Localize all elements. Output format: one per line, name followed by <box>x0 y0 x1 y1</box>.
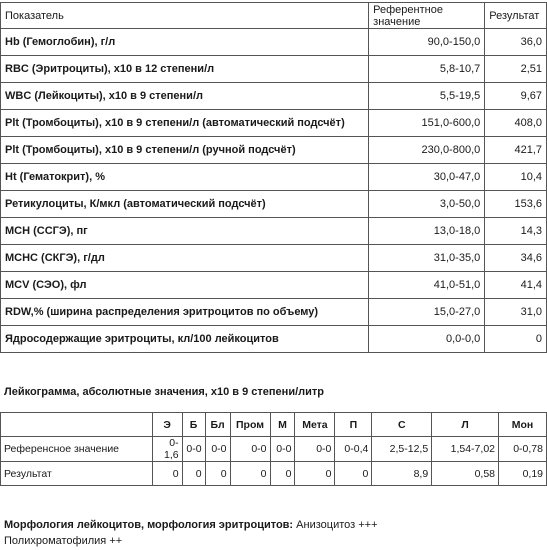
leukogram-value-cell: 0 <box>182 462 205 486</box>
leukogram-row-label: Результат <box>1 462 153 486</box>
leukogram-value-cell: 0,58 <box>432 462 499 486</box>
leukogram-value-cell: 0 <box>205 462 230 486</box>
main-ref-cell: 230,0-800,0 <box>369 137 485 164</box>
leukogram-table <box>0 412 547 486</box>
main-ref-cell: 41,0-51,0 <box>369 272 485 299</box>
header-reference: Референтное значение <box>369 3 485 29</box>
leukogram-value-cell: 0,19 <box>499 462 547 486</box>
main-res-cell: 41,4 <box>485 272 547 299</box>
main-res-cell: 408,0 <box>485 110 547 137</box>
leukogram-value-cell: 0 <box>152 462 182 486</box>
leukogram-header-cell: Пром <box>230 413 270 437</box>
leukogram-value-cell: 0-0,4 <box>335 437 372 462</box>
leukogram-value-cell: 0 <box>335 462 372 486</box>
morphology-label: Морфология лейкоцитов, морфология эритроцитов: <box>4 519 294 531</box>
leukogram-value-cell: 0-0 <box>270 437 295 462</box>
main-ref-cell: 90,0-150,0 <box>369 29 485 56</box>
leukogram-value-cell: 0 <box>270 462 295 486</box>
table-row <box>1 29 547 56</box>
leukogram-row-label: Референсное значение <box>1 437 153 462</box>
table-row <box>1 137 547 164</box>
main-param-cell: MCHC (СКГЭ), г/дл <box>1 245 369 272</box>
table-row <box>1 110 547 137</box>
main-res-cell: 153,6 <box>485 191 547 218</box>
main-param-cell: MCH (ССГЭ), пг <box>1 218 369 245</box>
table-row <box>1 299 547 326</box>
leukogram-header-cell: Б <box>182 413 205 437</box>
table-row <box>1 218 547 245</box>
main-res-cell: 421,7 <box>485 137 547 164</box>
leukogram-value-cell: 0-0 <box>295 437 335 462</box>
main-ref-cell: 151,0-600,0 <box>369 110 485 137</box>
main-ref-cell: 3,0-50,0 <box>369 191 485 218</box>
leukogram-header-cell: Мета <box>295 413 335 437</box>
main-param-cell: RDW,% (ширина распределения эритроцитов по объему) <box>1 299 369 326</box>
morphology-value-1: Анизоцитоз +++ <box>296 519 378 531</box>
main-param-cell: MCV (СЭО), фл <box>1 272 369 299</box>
main-param-cell: Hb (Гемоглобин), г/л <box>1 29 369 56</box>
table-header-row <box>1 3 547 29</box>
main-param-cell: Ретикулоциты, К/мкл (автоматический подсчёт) <box>1 191 369 218</box>
main-ref-cell: 31,0-35,0 <box>369 245 485 272</box>
table-row <box>1 56 547 83</box>
main-param-cell: RBC (Эритроциты), x10 в 12 степени/л <box>1 56 369 83</box>
leukogram-value-cell: 0 <box>230 462 270 486</box>
header-parameter: Показатель <box>1 3 369 29</box>
main-ref-cell: 0,0-0,0 <box>369 326 485 353</box>
table-row <box>1 245 547 272</box>
morphology-value-2: Полихроматофилия ++ <box>4 535 123 547</box>
leukogram-header-cell: Мон <box>499 413 547 437</box>
leukogram-value-cell: 0-1,6 <box>152 437 182 462</box>
leukogram-header-cell: М <box>270 413 295 437</box>
leukogram-row <box>1 462 547 486</box>
main-res-cell: 14,3 <box>485 218 547 245</box>
main-param-cell: Plt (Тромбоциты), x10 в 9 степени/л (автоматический подсчёт) <box>1 110 369 137</box>
leukogram-header-cell <box>1 413 153 437</box>
blood-test-table <box>0 2 547 353</box>
main-ref-cell: 5,5-19,5 <box>369 83 485 110</box>
table-row <box>1 83 547 110</box>
leukogram-header-cell: П <box>335 413 372 437</box>
leukogram-header-cell: С <box>372 413 432 437</box>
header-result: Результат <box>485 3 547 29</box>
main-res-cell: 36,0 <box>485 29 547 56</box>
morphology-section <box>4 517 378 549</box>
leukogram-row <box>1 437 547 462</box>
main-res-cell: 2,51 <box>485 56 547 83</box>
leukogram-value-cell: 0-0,78 <box>499 437 547 462</box>
leukogram-value-cell: 0-0 <box>205 437 230 462</box>
leukogram-header-cell: Л <box>432 413 499 437</box>
main-param-cell: Ядросодержащие эритроциты, кл/100 лейкоцитов <box>1 326 369 353</box>
table-row <box>1 272 547 299</box>
leukogram-value-cell: 8,9 <box>372 462 432 486</box>
main-res-cell: 9,67 <box>485 83 547 110</box>
leukogram-header-cell: Бл <box>205 413 230 437</box>
main-ref-cell: 13,0-18,0 <box>369 218 485 245</box>
leukogram-header-cell: Э <box>152 413 182 437</box>
main-res-cell: 34,6 <box>485 245 547 272</box>
main-param-cell: Ht (Гематокрит), % <box>1 164 369 191</box>
leukogram-value-cell: 0-0 <box>182 437 205 462</box>
leukogram-value-cell: 1,54-7,02 <box>432 437 499 462</box>
leukogram-value-cell: 0-0 <box>230 437 270 462</box>
main-ref-cell: 15,0-27,0 <box>369 299 485 326</box>
table-row <box>1 164 547 191</box>
leukogram-title: Лейкограмма, абсолютные значения, x10 в 9 степени/литр <box>4 386 324 398</box>
table-row <box>1 326 547 353</box>
main-param-cell: WBC (Лейкоциты), x10 в 9 степени/л <box>1 83 369 110</box>
main-ref-cell: 30,0-47,0 <box>369 164 485 191</box>
main-ref-cell: 5,8-10,7 <box>369 56 485 83</box>
main-res-cell: 31,0 <box>485 299 547 326</box>
leukogram-value-cell: 2,5-12,5 <box>372 437 432 462</box>
main-res-cell: 0 <box>485 326 547 353</box>
main-param-cell: Plt (Тромбоциты), x10 в 9 степени/л (ручной подсчёт) <box>1 137 369 164</box>
table-row <box>1 191 547 218</box>
leukogram-header-row <box>1 413 547 437</box>
leukogram-value-cell: 0 <box>295 462 335 486</box>
main-res-cell: 10,4 <box>485 164 547 191</box>
